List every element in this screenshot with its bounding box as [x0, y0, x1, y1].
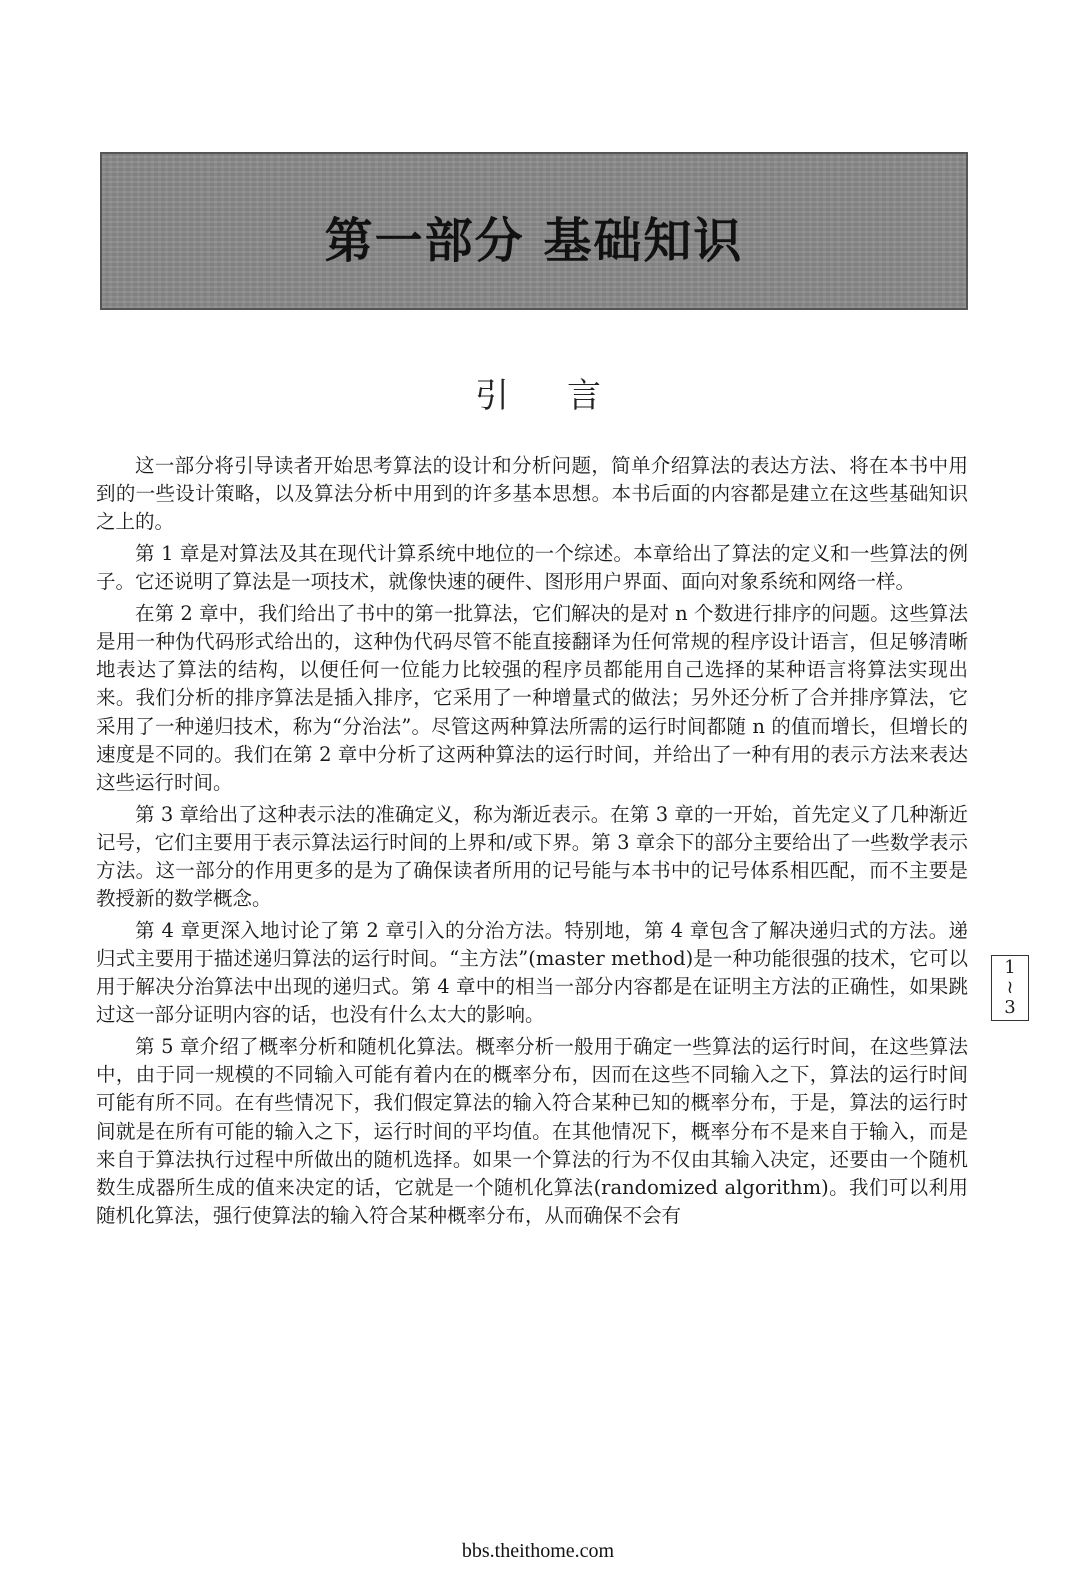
page-range-start: 1	[1004, 957, 1016, 978]
paragraph: 第 4 章更深入地讨论了第 2 章引入的分治方法。特别地，第 4 章包含了解决递归式的方法。递归式主要用于描述递归算法的运行时间。“主方法”(master method)是一种功能很强的技术，它可以用于解决分治算法中出现的递归式。第 4 章中的相当一部分内容都是在证明主方法的正确性，如果跳过这一部分证明内容的话，也没有什么太大的影响。	[96, 918, 968, 1027]
footer-watermark: bbs.theithome.com	[461, 1540, 615, 1562]
paragraph: 第 5 章介绍了概率分析和随机化算法。概率分析一般用于确定一些算法的运行时间，在这些算法中，由于同一规模的不同输入可能有着内在的概率分布，因而在这些不同输入之下，算法的运行时间可能有所不同。在有些情况下，我们假定算法的输入符合某种已知的概率分布，于是，算法的运行时间就是在所有可能的输入之下，运行时间的平均值。在其他情况下，概率分布不是来自于输入，而是来自于算法执行过程中所做出的随机选择。如果一个算法的行为不仅由其输入决定，还要由一个随机数生成器所生成的值来决定的话，它就是一个随机化算法(randomized algorithm)。我们可以利用随机化算法，强行使算法的输入符合某种概率分布，从而确保不会有	[96, 1035, 968, 1228]
paragraph: 第 1 章是对算法及其在现代计算系统中地位的一个综述。本章给出了算法的定义和一些算法的例子。它还说明了算法是一项技术，就像快速的硬件、图形用户界面、面向对象系统和网络一样。	[96, 542, 968, 594]
page-range-end: 3	[1004, 997, 1016, 1018]
paragraph: 在第 2 章中，我们给出了书中的第一批算法，它们解决的是对 n 个数进行排序的问题。这些算法是用一种伪代码形式给出的，这种伪代码尽管不能直接翻译为任何常规的程序设计语言，但足够清晰地表达了算法的结构，以便任何一位能力比较强的程序员都能用自己选择的某种语言将算法实现出来。我们分析的排序算法是插入排序，它采用了一种增量式的做法；另外还分析了合并排序算法，它采用了一种递归技术，称为“分治法”。尽管这两种算法所需的运行时间都随 n 的值而增长，但增长的速度是不同的。我们在第 2 章中分析了这两种算法的运行时间，并给出了一种有用的表示方法来表达这些运行时间。	[96, 601, 968, 795]
paragraph: 第 3 章给出了这种表示法的准确定义，称为渐近表示。在第 3 章的一开始，首先定义了几种渐近记号，它们主要用于表示算法运行时间的上界和/或下界。第 3 章余下的部分主要给出了一些数学表示方法。这一部分的作用更多的是为了确保读者所用的记号能与本书中的记号体系相匹配，而不主要是教授新的数学概念。	[96, 802, 968, 911]
section-title: 引言	[475, 376, 659, 416]
part-title: 第一部分 基础知识	[324, 213, 744, 269]
paragraph: 这一部分将引导读者开始思考算法的设计和分析问题，简单介绍算法的表达方法、将在本书中用到的一些设计策略，以及算法分析中用到的许多基本思想。本书后面的内容都是建立在这些基础知识之上的。	[96, 454, 968, 534]
part-banner	[100, 152, 968, 310]
page-range-separator: ≀	[1006, 977, 1014, 998]
page-range-note	[991, 955, 1029, 1021]
body-text	[96, 452, 968, 1234]
